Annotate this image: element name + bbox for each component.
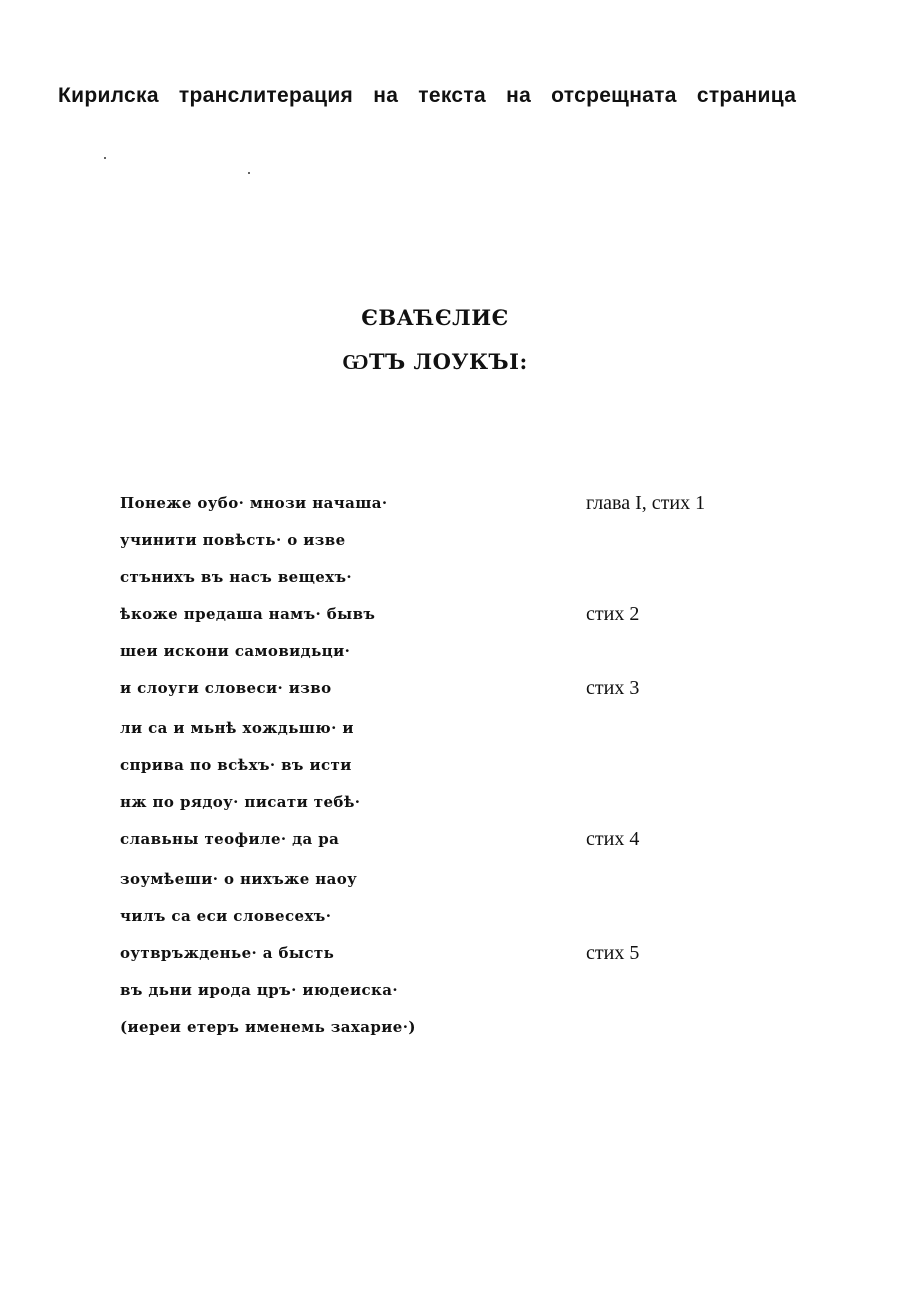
slavonic-line: ли са и мьнѣ хождьшю· и bbox=[120, 719, 354, 737]
verse-line bbox=[120, 830, 840, 870]
verse-line bbox=[120, 605, 840, 642]
verse-line bbox=[120, 756, 840, 793]
verse-marker: глава I, стих 1 bbox=[586, 492, 706, 514]
verse-marker: стих 3 bbox=[586, 677, 640, 699]
slavonic-line: учинити повѣсть· о изве bbox=[120, 531, 346, 549]
verse-line bbox=[120, 679, 840, 719]
slavonic-line: шеи искони самовидьци· bbox=[120, 642, 351, 660]
page-header: Кирилска транслитерация на текста на отсрещната страница bbox=[58, 84, 797, 107]
slavonic-line: въ дьни ирода цръ· июдеиска· bbox=[120, 981, 399, 999]
verse-line bbox=[120, 870, 840, 907]
slavonic-line: (иереи етеръ именемь захарие·) bbox=[120, 1018, 416, 1036]
slavonic-line: и слоуги словеси· изво bbox=[120, 679, 332, 697]
verse-line bbox=[120, 719, 840, 756]
verse-line bbox=[120, 793, 840, 830]
verse-line bbox=[120, 531, 840, 568]
verse-line bbox=[120, 981, 840, 1018]
title-line-2: ѠТЪ ЛОУКЪІ: bbox=[342, 349, 528, 374]
verse-line bbox=[120, 944, 840, 981]
print-speck bbox=[104, 157, 106, 159]
slavonic-line: славьны теофиле· да ра bbox=[120, 830, 340, 848]
slavonic-line: Понеже оубо· мнози начаша· bbox=[120, 494, 388, 512]
slavonic-line: чилъ са еси словесехъ· bbox=[120, 907, 332, 925]
slavonic-line: стънихъ въ насъ вещехъ· bbox=[120, 568, 353, 586]
verse-marker: стих 2 bbox=[586, 603, 640, 625]
verse-line bbox=[120, 1018, 840, 1055]
verse-line bbox=[120, 568, 840, 605]
verse-marker: стих 5 bbox=[586, 942, 640, 964]
gospel-title bbox=[0, 296, 870, 384]
verse-marker: стих 4 bbox=[586, 828, 640, 850]
verse-text-block bbox=[120, 494, 840, 1055]
slavonic-line: оутвръжденье· а бысть bbox=[120, 944, 335, 962]
slavonic-line: сприва по всѣхъ· въ исти bbox=[120, 756, 352, 774]
verse-line bbox=[120, 494, 840, 531]
title-line-1: ЄВАЋЄЛИЄ bbox=[361, 305, 509, 330]
slavonic-line: зоумѣеши· о нихъже наоу bbox=[120, 870, 358, 888]
verse-line bbox=[120, 907, 840, 944]
print-speck bbox=[248, 172, 250, 174]
slavonic-line: нж по рядоу· писати тебѣ· bbox=[120, 793, 361, 811]
verse-line bbox=[120, 642, 840, 679]
slavonic-line: ѣкоже предаша намъ· бывъ bbox=[120, 605, 376, 623]
